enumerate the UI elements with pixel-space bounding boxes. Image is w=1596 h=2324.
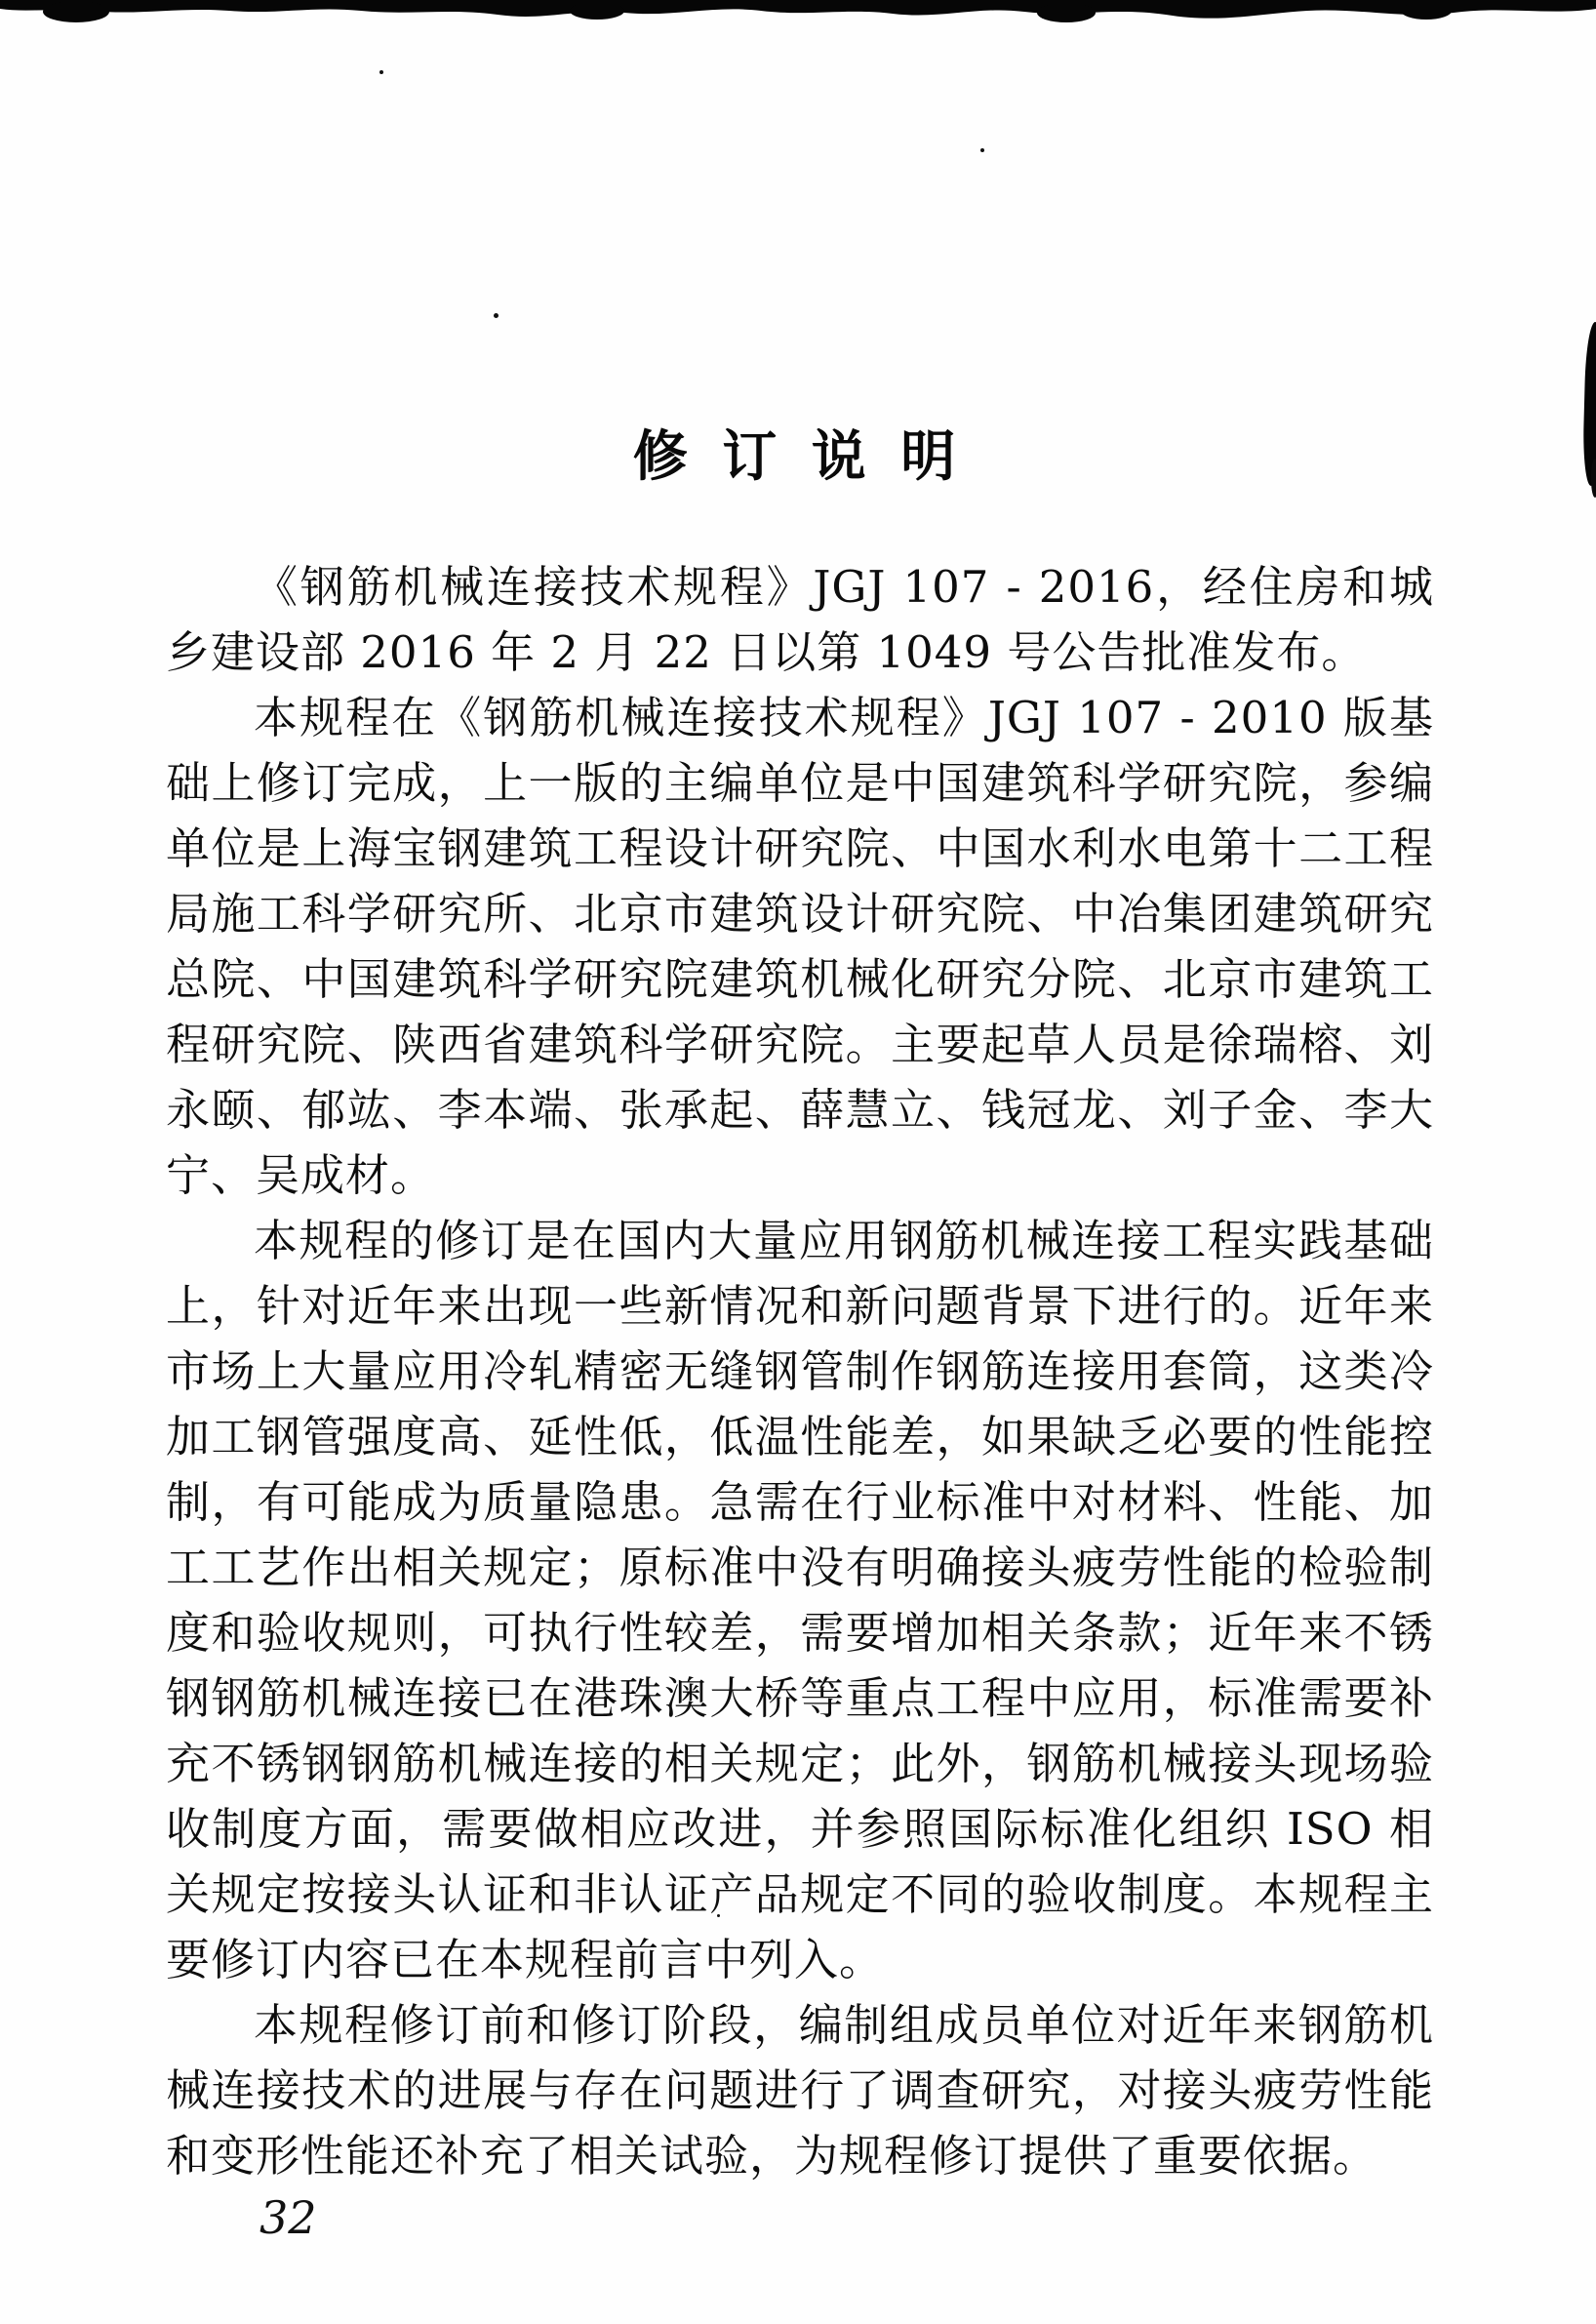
paragraph-approval-notice: 《钢筋机械连接技术规程》JGJ 107 - 2016，经住房和城乡建设部 2016 年 2 月 22 日以第 1049 号公告批准发布。 [166,561,1434,678]
document-body [166,554,1434,2188]
page-title: 修 订 说 明 [632,424,964,489]
paragraph-investigation-basis: 本规程修订前和修订阶段，编制组成员单位对近年来钢筋机械连接技术的进展与存在问题进行了调查研究，对接头疲劳性能和变形性能还补充了相关试验，为规程修订提供了重要依据。 [166,1999,1434,2182]
scan-speck [494,313,499,318]
paragraph-previous-edition-credits: 本规程在《钢筋机械连接技术规程》JGJ 107 - 2010 版基础上修订完成，上一版的主编单位是中国建筑科学研究院，参编单位是上海宝钢建筑工程设计研究院、中国水利水电第十二工程局施工科学研究所、北京市建筑设计研究院、中冶集团建筑研究总院、中国建筑科学研究院建筑机械化研究分院、北京市建筑工程研究院、陕西省建筑科学研究院。主要起草人员是徐瑞榕、刘永颐、郁竑、李本端、张承起、薛慧立、钱冠龙、刘子金、李大宁、吴成材。 [166,692,1434,1201]
page-number: 32 [259,2191,317,2244]
scan-speck [980,148,984,152]
paragraph-revision-background: 本规程的修订是在国内大量应用钢筋机械连接工程实践基础上，针对近年来出现一些新情况和新问题背景下进行的。近年来市场上大量应用冷轧精密无缝钢管制作钢筋连接用套筒，这类冷加工钢管强度高、延性低，低温性能差，如果缺乏必要的性能控制，有可能成为质量隐患。急需在行业标准中对材料、性能、加工工艺作出相关规定；原标准中没有明确接头疲劳性能的检验制度和验收规则，可执行性较差，需要增加相关条款；近年来不锈钢钢筋机械连接已在港珠澳大桥等重点工程中应用，标准需要补充不锈钢钢筋机械连接的相关规定；此外，钢筋机械接头现场验收制度方面，需要做相应改进，并参照国际标准化组织 ISO 相关规定按接头认证和非认证产品规定不同的验收制度。本规程主要修订内容已在本规程前言中列入。 [166,1215,1434,1985]
scan-artifact-top-edge [0,0,1596,35]
scan-speck [379,70,383,74]
